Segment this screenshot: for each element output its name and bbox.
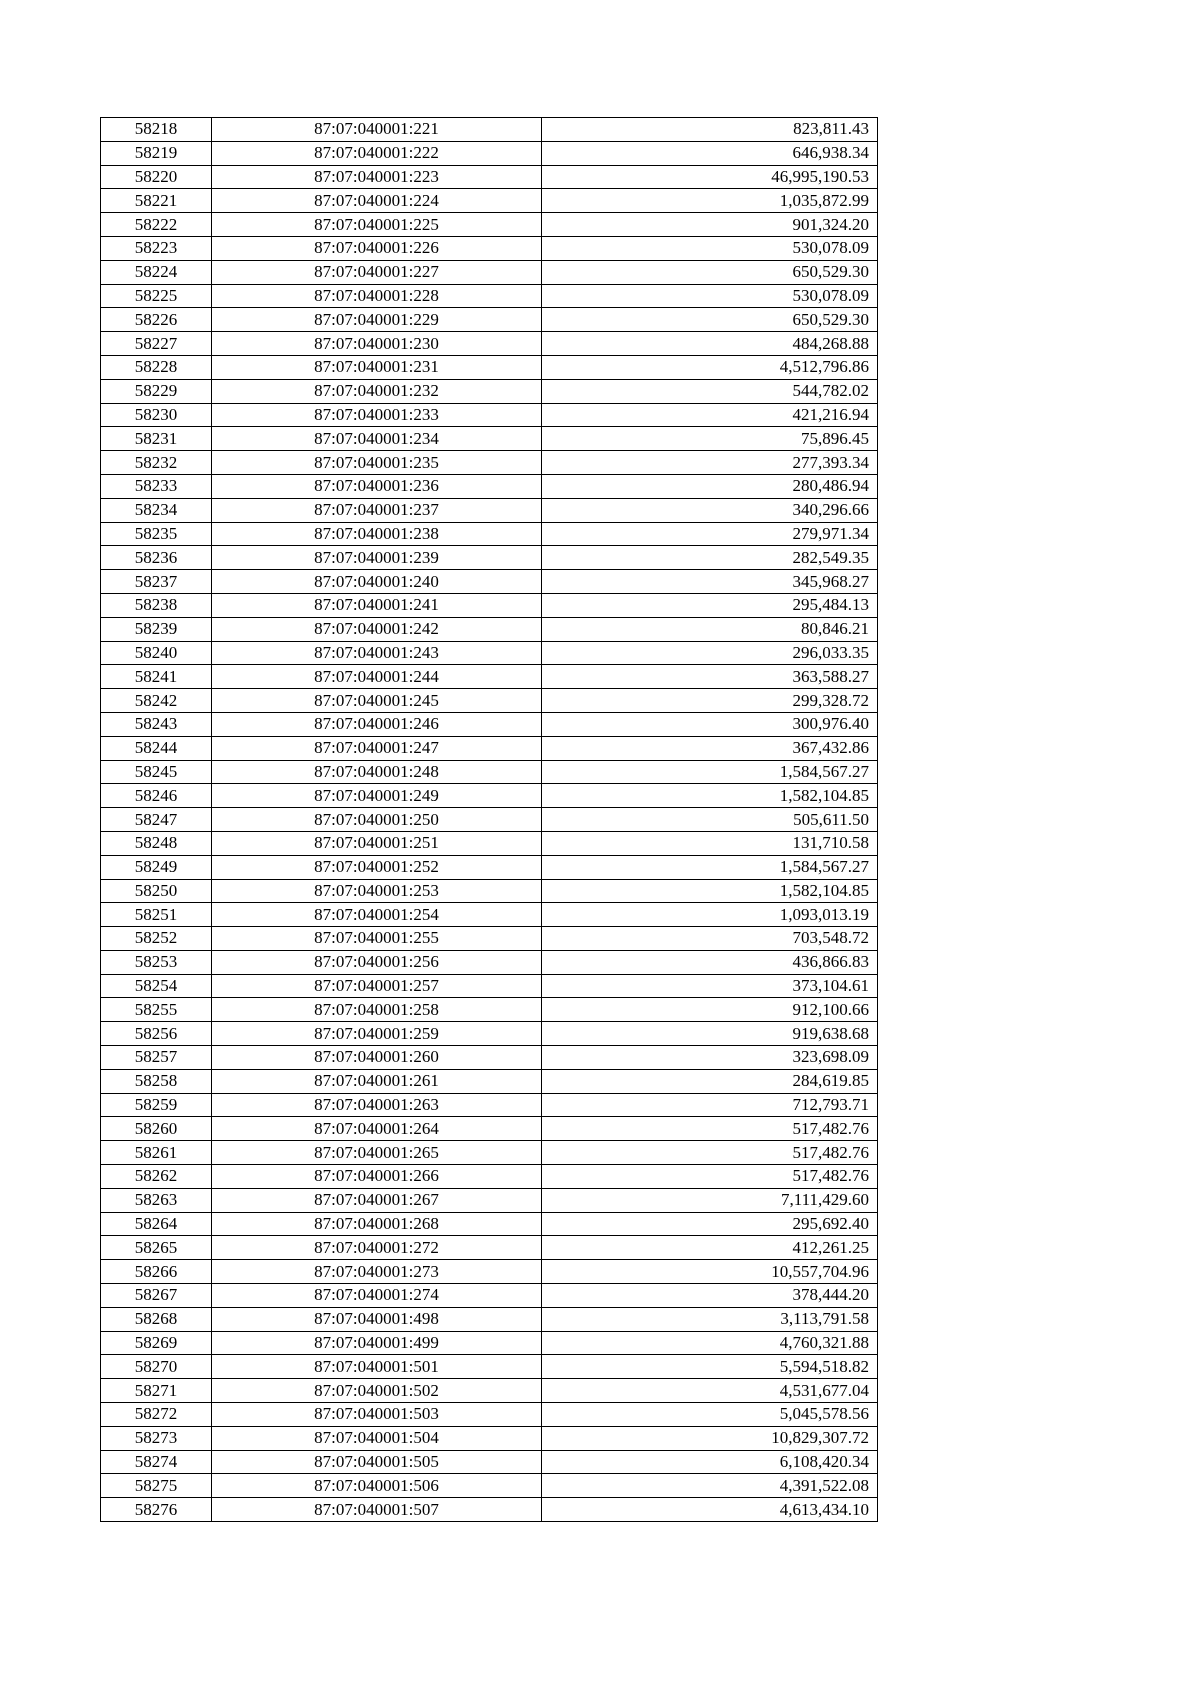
table-row [101,1403,878,1427]
row-number-cell: 58236 [101,546,212,570]
row-number-cell: 58255 [101,998,212,1022]
table-row [101,284,878,308]
cadastral-value-cell: 46,995,190.53 [542,165,878,189]
cadastral-value-cell: 80,846.21 [542,617,878,641]
cadastral-number-cell: 87:07:040001:264 [212,1117,542,1141]
cadastral-number-cell: 87:07:040001:258 [212,998,542,1022]
cadastre-value-table [100,117,878,1522]
row-number-cell: 58235 [101,522,212,546]
row-number-cell: 58230 [101,403,212,427]
row-number-cell: 58267 [101,1284,212,1308]
row-number-cell: 58221 [101,189,212,213]
cadastral-value-cell: 530,078.09 [542,284,878,308]
table-row [101,712,878,736]
table-row [101,236,878,260]
cadastral-number-cell: 87:07:040001:225 [212,213,542,237]
row-number-cell: 58237 [101,570,212,594]
cadastral-number-cell: 87:07:040001:502 [212,1379,542,1403]
cadastral-number-cell: 87:07:040001:259 [212,1022,542,1046]
cadastral-value-cell: 340,296.66 [542,498,878,522]
cadastral-value-cell: 4,391,522.08 [542,1474,878,1498]
cadastral-number-cell: 87:07:040001:231 [212,355,542,379]
cadastral-value-cell: 7,111,429.60 [542,1188,878,1212]
table-row [101,927,878,951]
table-row [101,617,878,641]
cadastral-number-cell: 87:07:040001:244 [212,665,542,689]
row-number-cell: 58247 [101,808,212,832]
table-row [101,1260,878,1284]
row-number-cell: 58252 [101,927,212,951]
table-row [101,1141,878,1165]
table-row [101,118,878,142]
cadastral-value-cell: 421,216.94 [542,403,878,427]
cadastral-number-cell: 87:07:040001:503 [212,1403,542,1427]
row-number-cell: 58266 [101,1260,212,1284]
row-number-cell: 58260 [101,1117,212,1141]
table-row [101,379,878,403]
cadastral-value-cell: 280,486.94 [542,474,878,498]
table-row [101,1069,878,1093]
cadastral-number-cell: 87:07:040001:256 [212,950,542,974]
table-row [101,903,878,927]
cadastral-number-cell: 87:07:040001:238 [212,522,542,546]
cadastral-number-cell: 87:07:040001:498 [212,1307,542,1331]
table-row [101,736,878,760]
table-row [101,498,878,522]
row-number-cell: 58265 [101,1236,212,1260]
cadastral-value-cell: 901,324.20 [542,213,878,237]
table-row [101,831,878,855]
cadastral-number-cell: 87:07:040001:260 [212,1046,542,1070]
row-number-cell: 58219 [101,141,212,165]
table-row [101,641,878,665]
cadastral-value-cell: 1,035,872.99 [542,189,878,213]
cadastral-number-cell: 87:07:040001:261 [212,1069,542,1093]
table-row [101,950,878,974]
row-number-cell: 58224 [101,260,212,284]
row-number-cell: 58241 [101,665,212,689]
cadastral-number-cell: 87:07:040001:266 [212,1165,542,1189]
table-row [101,1212,878,1236]
table-row [101,570,878,594]
cadastral-value-cell: 4,512,796.86 [542,355,878,379]
cadastral-value-cell: 646,938.34 [542,141,878,165]
cadastral-number-cell: 87:07:040001:250 [212,808,542,832]
cadastral-number-cell: 87:07:040001:274 [212,1284,542,1308]
row-number-cell: 58240 [101,641,212,665]
row-number-cell: 58274 [101,1450,212,1474]
table-row [101,1379,878,1403]
row-number-cell: 58244 [101,736,212,760]
row-number-cell: 58229 [101,379,212,403]
row-number-cell: 58226 [101,308,212,332]
cadastral-value-cell: 4,760,321.88 [542,1331,878,1355]
row-number-cell: 58264 [101,1212,212,1236]
row-number-cell: 58243 [101,712,212,736]
cadastral-number-cell: 87:07:040001:241 [212,593,542,617]
table-row [101,1450,878,1474]
cadastral-value-cell: 1,582,104.85 [542,784,878,808]
cadastral-value-cell: 10,829,307.72 [542,1426,878,1450]
cadastral-number-cell: 87:07:040001:240 [212,570,542,594]
cadastral-value-cell: 367,432.86 [542,736,878,760]
cadastral-number-cell: 87:07:040001:501 [212,1355,542,1379]
row-number-cell: 58268 [101,1307,212,1331]
row-number-cell: 58227 [101,332,212,356]
table-row [101,784,878,808]
cadastral-number-cell: 87:07:040001:263 [212,1093,542,1117]
table-row [101,665,878,689]
row-number-cell: 58269 [101,1331,212,1355]
table-row [101,546,878,570]
cadastral-number-cell: 87:07:040001:251 [212,831,542,855]
cadastral-value-cell: 131,710.58 [542,831,878,855]
cadastral-number-cell: 87:07:040001:222 [212,141,542,165]
table-row [101,141,878,165]
table-row [101,427,878,451]
cadastral-value-cell: 5,045,578.56 [542,1403,878,1427]
row-number-cell: 58273 [101,1426,212,1450]
table-row [101,260,878,284]
cadastral-value-cell: 436,866.83 [542,950,878,974]
cadastral-value-cell: 5,594,518.82 [542,1355,878,1379]
cadastral-number-cell: 87:07:040001:252 [212,855,542,879]
row-number-cell: 58270 [101,1355,212,1379]
row-number-cell: 58257 [101,1046,212,1070]
table-row [101,1093,878,1117]
cadastral-number-cell: 87:07:040001:230 [212,332,542,356]
cadastral-number-cell: 87:07:040001:239 [212,546,542,570]
cadastral-value-cell: 517,482.76 [542,1117,878,1141]
cadastral-value-cell: 1,582,104.85 [542,879,878,903]
row-number-cell: 58254 [101,974,212,998]
table-row [101,355,878,379]
cadastral-number-cell: 87:07:040001:223 [212,165,542,189]
table-row [101,689,878,713]
row-number-cell: 58238 [101,593,212,617]
table-row [101,1307,878,1331]
table-row [101,1331,878,1355]
cadastral-value-cell: 544,782.02 [542,379,878,403]
cadastral-number-cell: 87:07:040001:232 [212,379,542,403]
cadastral-number-cell: 87:07:040001:233 [212,403,542,427]
cadastral-value-cell: 517,482.76 [542,1165,878,1189]
cadastral-value-cell: 295,484.13 [542,593,878,617]
cadastral-value-cell: 279,971.34 [542,522,878,546]
table-row [101,165,878,189]
cadastral-number-cell: 87:07:040001:237 [212,498,542,522]
cadastral-number-cell: 87:07:040001:245 [212,689,542,713]
cadastral-value-cell: 277,393.34 [542,451,878,475]
cadastral-value-cell: 3,113,791.58 [542,1307,878,1331]
row-number-cell: 58275 [101,1474,212,1498]
cadastral-value-cell: 650,529.30 [542,308,878,332]
row-number-cell: 58242 [101,689,212,713]
cadastral-value-cell: 300,976.40 [542,712,878,736]
cadastral-value-cell: 378,444.20 [542,1284,878,1308]
table-row [101,855,878,879]
row-number-cell: 58222 [101,213,212,237]
cadastral-number-cell: 87:07:040001:249 [212,784,542,808]
table-row [101,1165,878,1189]
cadastral-value-cell: 363,588.27 [542,665,878,689]
cadastral-value-cell: 517,482.76 [542,1141,878,1165]
cadastral-number-cell: 87:07:040001:265 [212,1141,542,1165]
row-number-cell: 58249 [101,855,212,879]
row-number-cell: 58251 [101,903,212,927]
cadastral-number-cell: 87:07:040001:229 [212,308,542,332]
row-number-cell: 58245 [101,760,212,784]
table-row [101,760,878,784]
cadastral-number-cell: 87:07:040001:242 [212,617,542,641]
cadastral-value-cell: 712,793.71 [542,1093,878,1117]
table-row [101,522,878,546]
row-number-cell: 58262 [101,1165,212,1189]
table-row [101,1022,878,1046]
table-row [101,451,878,475]
row-number-cell: 58246 [101,784,212,808]
cadastral-value-cell: 484,268.88 [542,332,878,356]
table-row [101,998,878,1022]
cadastral-value-cell: 505,611.50 [542,808,878,832]
table-row [101,1498,878,1522]
row-number-cell: 58271 [101,1379,212,1403]
cadastral-number-cell: 87:07:040001:507 [212,1498,542,1522]
cadastral-number-cell: 87:07:040001:248 [212,760,542,784]
cadastral-number-cell: 87:07:040001:228 [212,284,542,308]
cadastral-number-cell: 87:07:040001:506 [212,1474,542,1498]
table-row [101,1284,878,1308]
row-number-cell: 58253 [101,950,212,974]
row-number-cell: 58223 [101,236,212,260]
cadastral-number-cell: 87:07:040001:257 [212,974,542,998]
cadastral-value-cell: 823,811.43 [542,118,878,142]
cadastral-value-cell: 75,896.45 [542,427,878,451]
cadastral-number-cell: 87:07:040001:272 [212,1236,542,1260]
cadastral-number-cell: 87:07:040001:227 [212,260,542,284]
row-number-cell: 58250 [101,879,212,903]
cadastral-value-cell: 4,531,677.04 [542,1379,878,1403]
cadastral-value-cell: 1,584,567.27 [542,760,878,784]
cadastral-number-cell: 87:07:040001:247 [212,736,542,760]
cadastral-value-cell: 345,968.27 [542,570,878,594]
cadastral-value-cell: 6,108,420.34 [542,1450,878,1474]
cadastral-value-cell: 282,549.35 [542,546,878,570]
cadastral-value-cell: 4,613,434.10 [542,1498,878,1522]
table-row [101,1188,878,1212]
cadastral-number-cell: 87:07:040001:255 [212,927,542,951]
row-number-cell: 58259 [101,1093,212,1117]
cadastral-number-cell: 87:07:040001:234 [212,427,542,451]
cadastral-value-cell: 650,529.30 [542,260,878,284]
cadastral-value-cell: 1,093,013.19 [542,903,878,927]
row-number-cell: 58276 [101,1498,212,1522]
table-row [101,189,878,213]
cadastral-value-cell: 296,033.35 [542,641,878,665]
row-number-cell: 58228 [101,355,212,379]
cadastral-number-cell: 87:07:040001:253 [212,879,542,903]
row-number-cell: 58233 [101,474,212,498]
cadastral-number-cell: 87:07:040001:236 [212,474,542,498]
row-number-cell: 58218 [101,118,212,142]
table-row [101,974,878,998]
cadastral-number-cell: 87:07:040001:246 [212,712,542,736]
row-number-cell: 58248 [101,831,212,855]
row-number-cell: 58225 [101,284,212,308]
cadastral-number-cell: 87:07:040001:226 [212,236,542,260]
table-row [101,332,878,356]
cadastral-number-cell: 87:07:040001:254 [212,903,542,927]
cadastral-number-cell: 87:07:040001:273 [212,1260,542,1284]
table-row [101,213,878,237]
cadastral-number-cell: 87:07:040001:504 [212,1426,542,1450]
cadastral-number-cell: 87:07:040001:499 [212,1331,542,1355]
row-number-cell: 58220 [101,165,212,189]
cadastral-value-cell: 703,548.72 [542,927,878,951]
cadastral-number-cell: 87:07:040001:235 [212,451,542,475]
cadastral-value-cell: 323,698.09 [542,1046,878,1070]
row-number-cell: 58263 [101,1188,212,1212]
table-row [101,403,878,427]
cadastral-value-cell: 530,078.09 [542,236,878,260]
cadastral-value-cell: 1,584,567.27 [542,855,878,879]
table-row [101,1355,878,1379]
cadastral-number-cell: 87:07:040001:267 [212,1188,542,1212]
row-number-cell: 58272 [101,1403,212,1427]
cadastral-value-cell: 912,100.66 [542,998,878,1022]
table-row [101,1236,878,1260]
row-number-cell: 58234 [101,498,212,522]
row-number-cell: 58239 [101,617,212,641]
cadastral-number-cell: 87:07:040001:221 [212,118,542,142]
table-row [101,879,878,903]
cadastral-number-cell: 87:07:040001:505 [212,1450,542,1474]
table-row [101,593,878,617]
table-row [101,1117,878,1141]
table-row [101,1474,878,1498]
cadastral-value-cell: 412,261.25 [542,1236,878,1260]
row-number-cell: 58231 [101,427,212,451]
cadastral-value-cell: 295,692.40 [542,1212,878,1236]
table-row [101,1046,878,1070]
table-body [101,118,878,1522]
cadastral-number-cell: 87:07:040001:224 [212,189,542,213]
table-row [101,308,878,332]
table-row [101,808,878,832]
row-number-cell: 58232 [101,451,212,475]
cadastral-value-cell: 373,104.61 [542,974,878,998]
cadastral-number-cell: 87:07:040001:268 [212,1212,542,1236]
table-row [101,474,878,498]
cadastral-value-cell: 919,638.68 [542,1022,878,1046]
row-number-cell: 58261 [101,1141,212,1165]
cadastral-value-cell: 10,557,704.96 [542,1260,878,1284]
row-number-cell: 58258 [101,1069,212,1093]
cadastral-number-cell: 87:07:040001:243 [212,641,542,665]
cadastral-value-cell: 284,619.85 [542,1069,878,1093]
cadastral-value-cell: 299,328.72 [542,689,878,713]
row-number-cell: 58256 [101,1022,212,1046]
table-row [101,1426,878,1450]
